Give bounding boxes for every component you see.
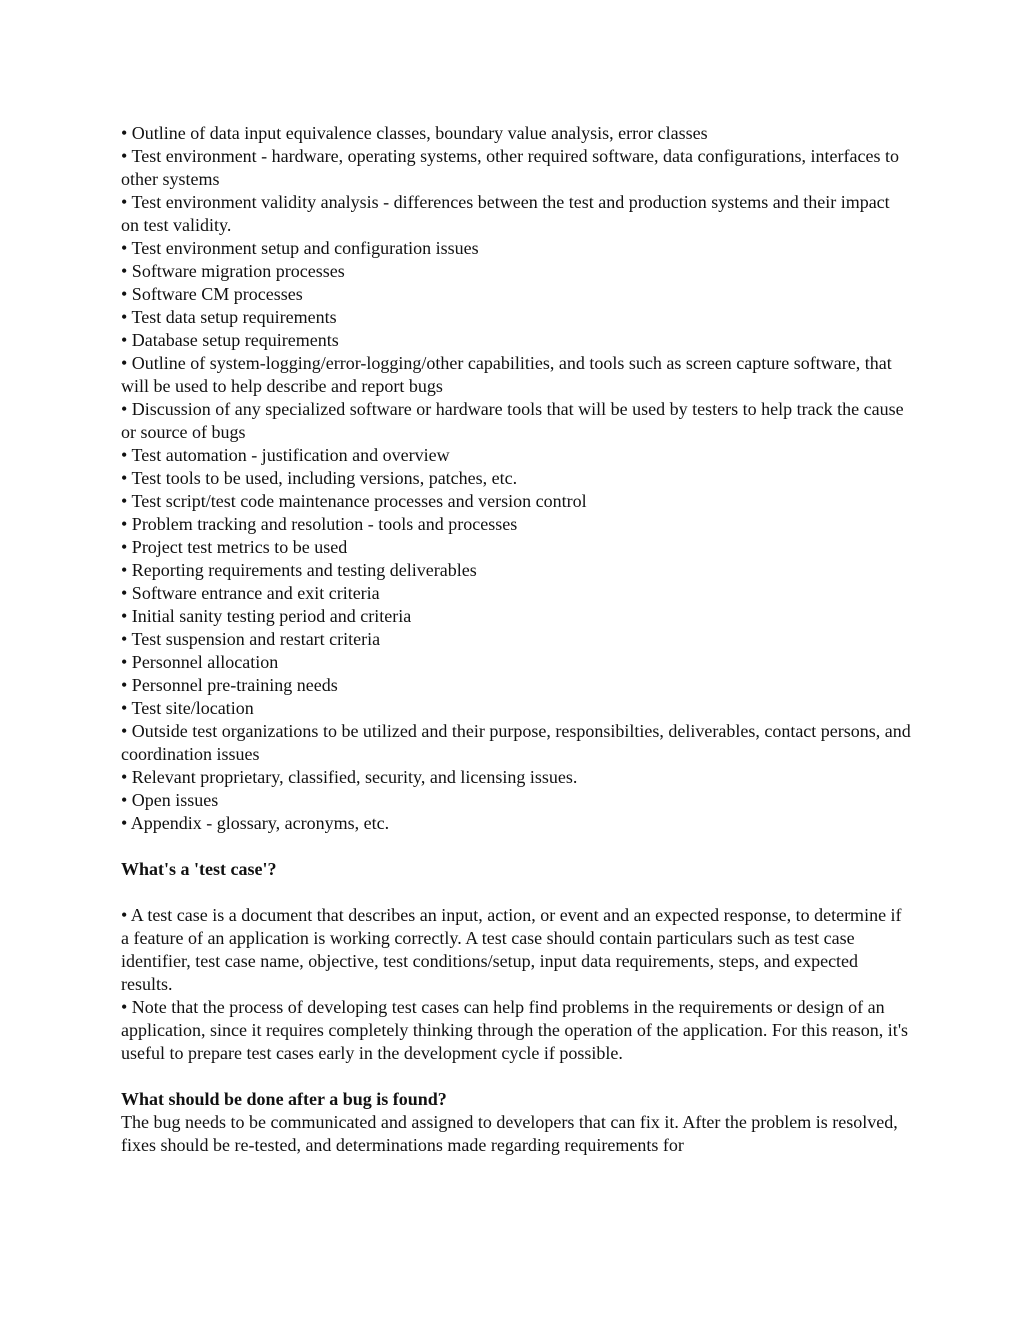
list-item: • Outline of system-logging/error-logging/other capabilities, and tools such as screen capture software, that will be used to help describe and report bugs [121,353,892,396]
list-item: • Software migration processes [121,261,345,281]
bullet-list [121,122,911,835]
list-item: • Project test metrics to be used [121,537,348,557]
spacer [121,1065,911,1088]
list-item: • Software CM processes [121,284,303,304]
list-item: • Test environment validity analysis - differences between the test and production systems and their impact on test validity. [121,192,890,235]
list-item: • Outside test organizations to be utilized and their purpose, responsibilties, deliverables, contact persons, and coordination issues [121,721,911,764]
paragraph-test-case-note: • Note that the process of developing test cases can help find problems in the requirements or design of an application, since it requires completely thinking through the operation of the application. For this reason, it's useful to prepare test cases early in the development cycle if possible. [121,997,909,1063]
list-item: • Open issues [121,790,219,810]
spacer [121,881,911,904]
list-item: • Initial sanity testing period and criteria [121,606,412,626]
list-item: • Reporting requirements and testing deliverables [121,560,477,580]
list-item: • Discussion of any specialized software or hardware tools that will be used by testers to help track the cause or source of bugs [121,399,904,442]
list-item: • Software entrance and exit criteria [121,583,380,603]
document-body [121,122,911,1157]
paragraph-bug-found: The bug needs to be communicated and assigned to developers that can fix it. After the problem is resolved, fixes should be re-tested, and determinations made regarding requirements for [121,1112,898,1155]
list-item: • Appendix - glossary, acronyms, etc. [121,813,390,833]
list-item: • Test environment - hardware, operating systems, other required software, data configurations, interfaces to other systems [121,146,899,189]
list-item: • Database setup requirements [121,330,339,350]
list-item: • Personnel allocation [121,652,279,672]
paragraph-test-case-definition: • A test case is a document that describes an input, action, or event and an expected response, to determine if a feature of an application is working correctly. A test case should contain particulars such as test case identifier, test case name, objective, test conditions/setup, input data requirements, steps, and expected results. [121,905,902,994]
list-item: • Relevant proprietary, classified, security, and licensing issues. [121,767,578,787]
section-heading-test-case: What's a 'test case'? [121,859,277,879]
list-item: • Test suspension and restart criteria [121,629,381,649]
list-item: • Test data setup requirements [121,307,337,327]
list-item: • Test site/location [121,698,254,718]
list-item: • Test environment setup and configuration issues [121,238,479,258]
list-item: • Test script/test code maintenance processes and version control [121,491,587,511]
list-item: • Test tools to be used, including versions, patches, etc. [121,468,518,488]
list-item: • Test automation - justification and overview [121,445,450,465]
list-item: • Personnel pre-training needs [121,675,338,695]
list-item: • Problem tracking and resolution - tools and processes [121,514,518,534]
section-heading-bug-found: What should be done after a bug is found? [121,1089,447,1109]
spacer [121,835,911,858]
list-item: • Outline of data input equivalence classes, boundary value analysis, error classes [121,123,708,143]
